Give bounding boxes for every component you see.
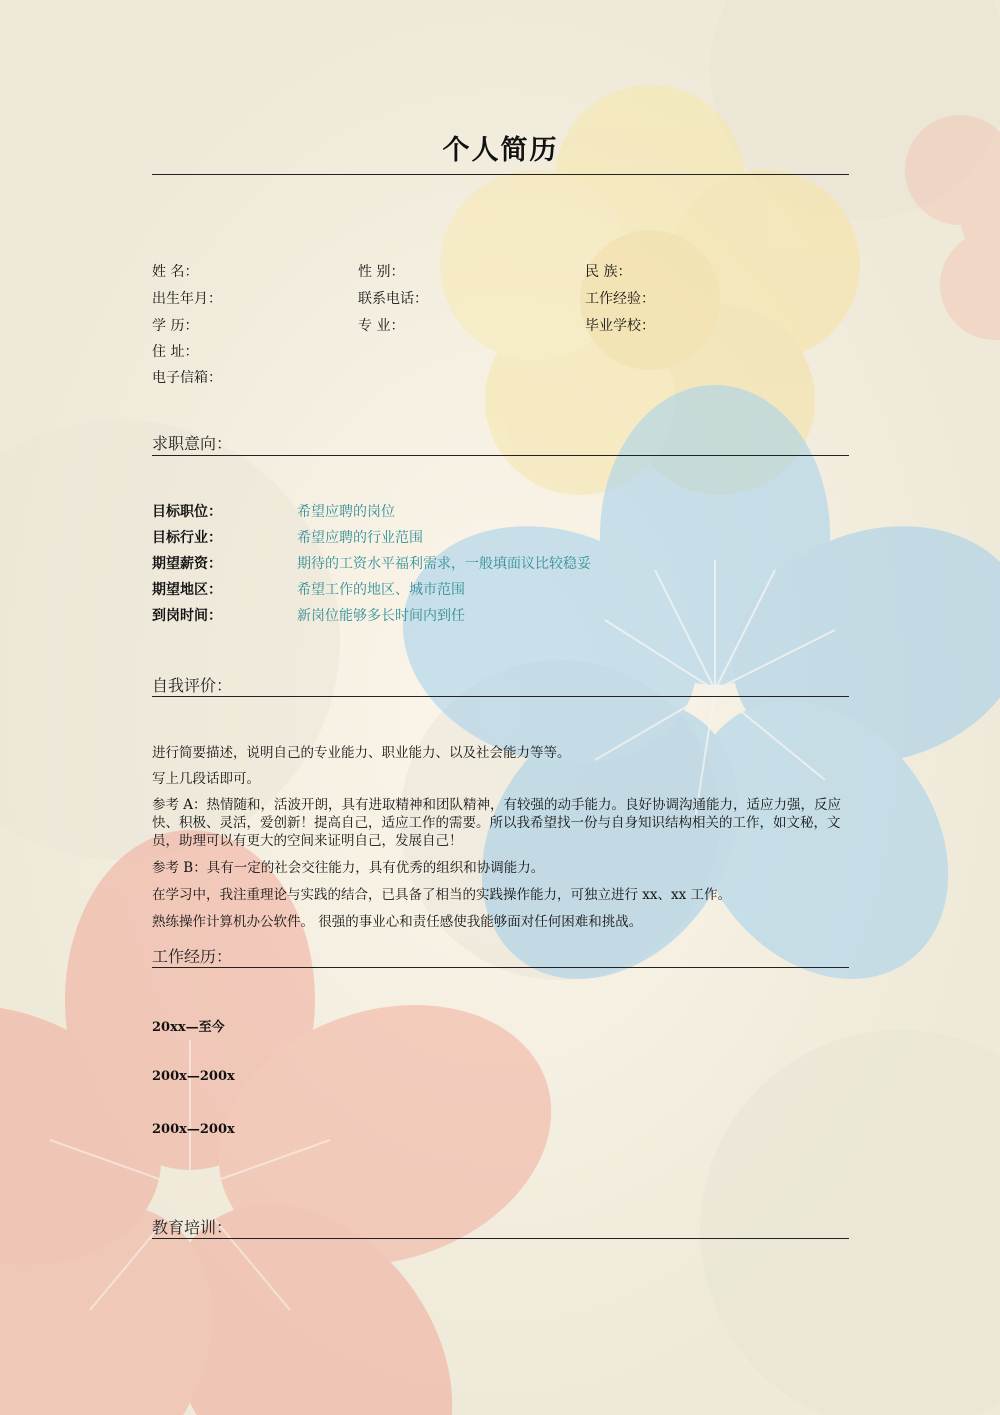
section-rule: [152, 455, 849, 456]
self-eval-paragraph: 参考 A：热情随和，活波开朗，具有进取精神和团队精神，有较强的动手能力。良好协调沟通能力，适应力强，反应快、积极、灵活，爱创新！提高自己，适应工作的需要。所以我希望找一份与自身知识结构相关的工作，如文秘，文员，助理可以有更大的空间来证明自己，发展自己！: [152, 797, 842, 849]
self-eval-paragraph: 写上几段话即可。: [152, 771, 260, 787]
field-ethnicity: 民 族：: [585, 264, 632, 280]
field-address: 住 址：: [152, 344, 199, 360]
section-rule: [152, 696, 849, 697]
section-education: 教育培训：: [152, 1218, 233, 1237]
section-self-evaluation: 自我评价：: [152, 676, 233, 695]
section-job-intention: 求职意向：: [152, 434, 233, 453]
work-period: 200x—200x: [152, 1122, 235, 1137]
field-phone: 联系电话：: [358, 291, 428, 307]
work-period: 20xx—至今: [152, 1020, 225, 1035]
self-eval-paragraph: 进行简要描述，说明自己的专业能力、职业能力、以及社会能力等等。: [152, 745, 571, 761]
section-rule: [152, 967, 849, 968]
field-birth: 出生年月：: [152, 291, 222, 307]
resume-page: 个人简历 姓 名： 性 别： 民 族： 出生年月： 联系电话： 工作经验： 学 历： 专 业： 毕业学校： 住 址： 电子信箱： 求职意向： 目标职位： 希望应聘的岗位 目标行业： 希望应聘的行业范围 期望薪资： 期待的工资水平福利需求，一般填面议比较稳妥 期望地区： 希望工作的地区、城市范围 到岗时间： 新岗位能够多长时间内到任 自我评价： 进行简要描述，说明自己的专业能力、职业能力、以及社会能力等等。 写上几段话即可。 参考 A：热情随和，活波开朗，具有进取精神和团队精神，有较强的动手能力。良好协调沟通能力，适应力强，反应快、积极、灵活，爱创新！提高自己，适应工作的需要。所以我希望找一份与自身知识结构相关的工作，如文秘，文员，助理可以有更大的空间来证明自己，发展自己！ 参考 B：具有一定的社会交往能力，具有优秀的组织和协调能力。 在学习中，我注重理论与实践的结合，已具备了相当的实践操作能力，可独立进行 xx、xx 工作。 熟练操作计算机办公软件。 很强的事业心和责任感使我能够面对任何困难和挑战。 工作经历： 20xx—至今 200x—200x 200x—200x 教育培训：: [0, 0, 1000, 1415]
self-eval-paragraph: 在学习中，我注重理论与实践的结合，已具备了相当的实践操作能力，可独立进行 xx、xx 工作。: [152, 887, 732, 903]
field-experience: 工作经验：: [585, 291, 655, 307]
section-work-experience: 工作经历：: [152, 947, 233, 966]
field-name: 姓 名：: [152, 264, 199, 280]
self-eval-paragraph: 参考 B：具有一定的社会交往能力，具有优秀的组织和协调能力。: [152, 860, 545, 876]
field-gender: 性 别：: [358, 264, 405, 280]
self-eval-paragraph: 熟练操作计算机办公软件。 很强的事业心和责任感使我能够面对任何困难和挑战。: [152, 914, 643, 930]
field-email: 电子信箱：: [152, 370, 222, 386]
work-period: 200x—200x: [152, 1069, 235, 1084]
section-rule: [152, 1238, 849, 1239]
page-title: 个人简历: [442, 135, 559, 166]
field-degree: 学 历：: [152, 318, 199, 334]
field-major: 专 业：: [358, 318, 405, 334]
title-rule: [152, 174, 849, 175]
field-school: 毕业学校：: [585, 318, 655, 334]
